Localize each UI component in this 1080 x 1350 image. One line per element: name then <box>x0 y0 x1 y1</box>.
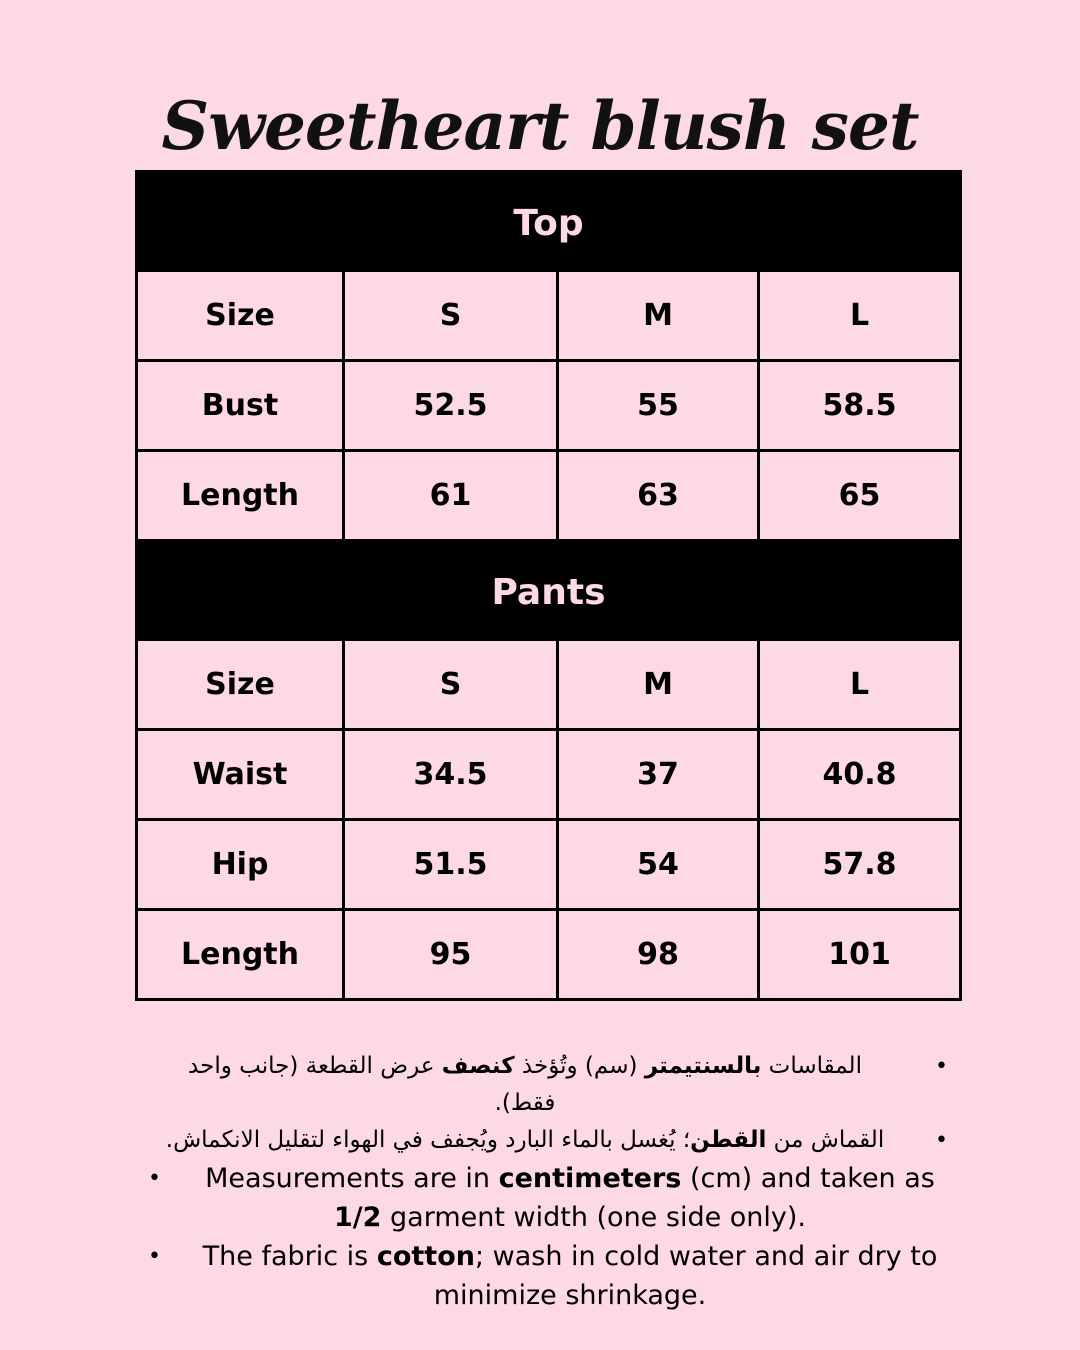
table-header-cell: M <box>558 271 759 361</box>
row-label: Bust <box>137 361 344 451</box>
note-emphasis: القطن <box>690 1127 767 1153</box>
note-text: المقاسات <box>761 1053 862 1079</box>
note-emphasis: cotton <box>376 1241 475 1272</box>
table-cell: 54 <box>558 820 759 910</box>
pants-heading: Pants <box>137 541 961 640</box>
note-text: عرض القطعة (جانب واحد فقط). <box>188 1053 556 1116</box>
table-header-cell: Size <box>137 271 344 361</box>
note-fabric-en <box>130 1237 960 1315</box>
note-measurements-ar <box>130 1048 960 1122</box>
table-row <box>137 451 961 541</box>
table-cell: 52.5 <box>344 361 558 451</box>
table-cell: 37 <box>558 730 759 820</box>
note-emphasis: كنصف <box>441 1053 515 1079</box>
table-row <box>137 910 961 1000</box>
table-cell: 58.5 <box>759 361 961 451</box>
bullet: • <box>935 1054 948 1079</box>
note-text: garment width (one side only). <box>381 1202 806 1233</box>
top-heading: Top <box>137 172 961 271</box>
note-text: The fabric is <box>202 1241 377 1272</box>
row-label: Length <box>137 910 344 1000</box>
note-text: ؛ يُغسل بالماء البارد ويُجفف في الهواء لتقليل الانكماش. <box>165 1127 691 1153</box>
top-section-header <box>137 172 961 271</box>
row-label: Length <box>137 451 344 541</box>
table-header-cell: S <box>344 640 558 730</box>
note-text: (سم) وتُؤخذ <box>514 1053 645 1079</box>
table-cell: 40.8 <box>759 730 961 820</box>
row-label: Hip <box>137 820 344 910</box>
table-cell: 34.5 <box>344 730 558 820</box>
size-chart-table <box>135 170 962 1001</box>
table-cell: 61 <box>344 451 558 541</box>
table-cell: 55 <box>558 361 759 451</box>
table-row <box>137 361 961 451</box>
bullet: • <box>935 1128 948 1153</box>
table-cell: 57.8 <box>759 820 961 910</box>
table-header-cell: L <box>759 640 961 730</box>
pants-header-row <box>137 640 961 730</box>
note-emphasis: 1/2 <box>333 1202 382 1233</box>
table-header-cell: M <box>558 640 759 730</box>
row-label: Waist <box>137 730 344 820</box>
table-row <box>137 730 961 820</box>
table-header-cell: L <box>759 271 961 361</box>
table-cell: 65 <box>759 451 961 541</box>
note-text: (cm) and taken as <box>681 1163 935 1194</box>
table-cell: 63 <box>558 451 759 541</box>
note-text: Measurements are in <box>205 1163 499 1194</box>
care-notes-list <box>130 1048 960 1315</box>
table-row <box>137 820 961 910</box>
page-title: Sweetheart blush set <box>161 87 919 166</box>
table-header-cell: Size <box>137 640 344 730</box>
table-cell: 98 <box>558 910 759 1000</box>
table-header-cell: S <box>344 271 558 361</box>
top-header-row <box>137 271 961 361</box>
note-text: ; wash in cold water and air dry to minimize shrinkage. <box>433 1241 938 1311</box>
table-cell: 95 <box>344 910 558 1000</box>
bullet: • <box>148 1244 161 1269</box>
table-cell: 51.5 <box>344 820 558 910</box>
note-emphasis: centimeters <box>498 1163 682 1194</box>
note-fabric-ar <box>130 1122 960 1159</box>
bullet: • <box>148 1166 161 1191</box>
note-measurements-en <box>130 1159 960 1237</box>
note-text: القماش من <box>766 1127 885 1153</box>
pants-section-header <box>137 541 961 640</box>
table-cell: 101 <box>759 910 961 1000</box>
note-emphasis: بالسنتيمتر <box>644 1053 762 1079</box>
